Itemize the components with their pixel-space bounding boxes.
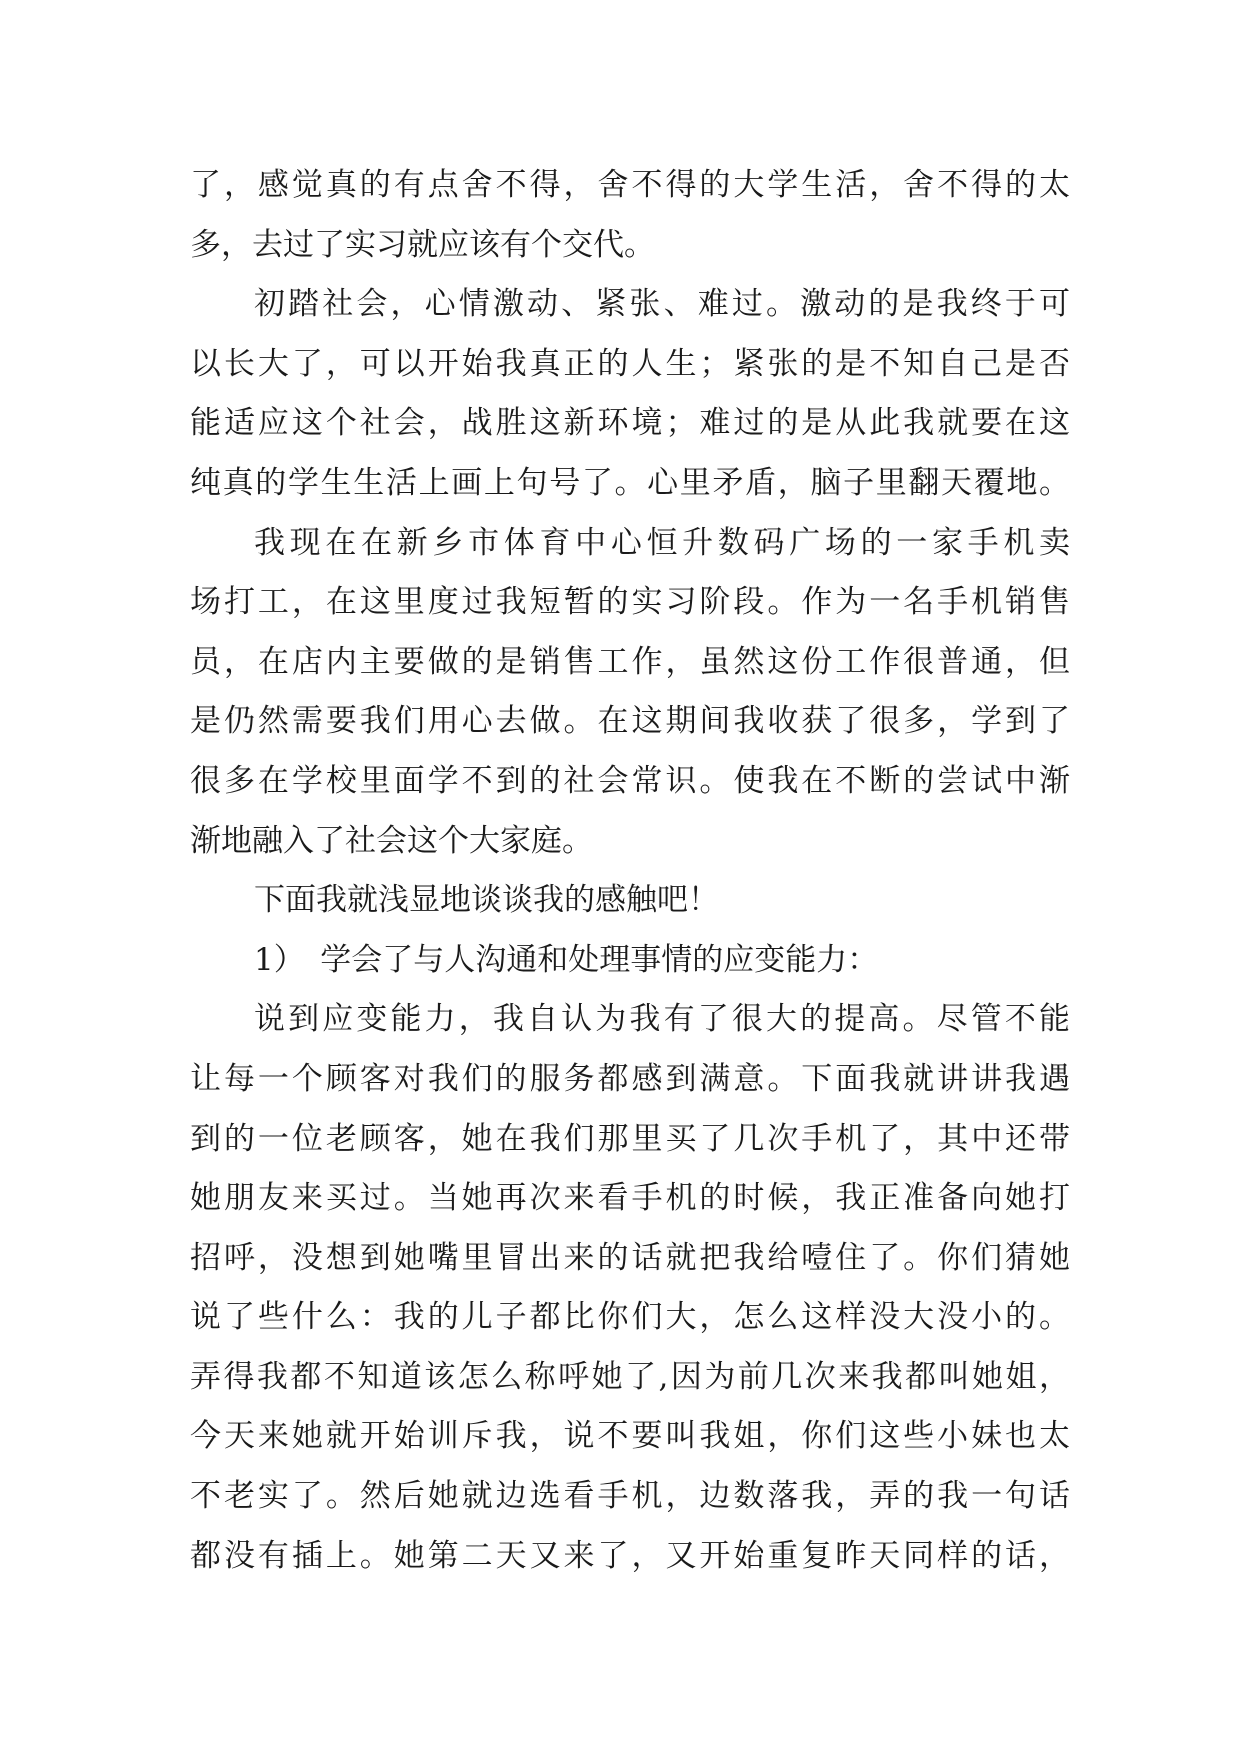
text-line: 不老实了。然后她就边选看手机，边数落我，弄的我一句话: [190, 1478, 1070, 1515]
body-text: [190, 156, 1070, 1586]
text-line: 下面我就浅显地谈谈我的感触吧！: [254, 882, 719, 919]
text-line: 让每一个顾客对我们的服务都感到满意。下面我就讲讲我遇: [190, 1060, 1070, 1097]
text-line: 招呼，没想到她嘴里冒出来的话就把我给噎住了。你们猜她: [190, 1239, 1070, 1276]
text-line: 到的一位老顾客，她在我们那里买了几次手机了，其中还带: [190, 1120, 1070, 1157]
text-line: 员，在店内主要做的是销售工作，虽然这份工作很普通，但: [190, 643, 1070, 680]
text-line: 今天来她就开始训斥我，说不要叫我姐，你们这些小妹也太: [190, 1418, 1070, 1455]
text-line: 我现在在新乡市体育中心恒升数码广场的一家手机卖: [254, 524, 1070, 561]
text-line: 了，感觉真的有点舍不得，舍不得的大学生活，舍不得的太: [190, 167, 1070, 203]
text-line: 弄得我都不知道该怎么称呼她了,因为前几次来我都叫她姐，: [190, 1358, 1070, 1395]
text-line: 说到应变能力，我自认为我有了很大的提高。尽管不能: [254, 1001, 1070, 1038]
text-line: 她朋友来买过。当她再次来看手机的时候，我正准备向她打: [190, 1180, 1070, 1217]
text-line: 场打工，在这里度过我短暂的实习阶段。作为一名手机销售: [190, 584, 1070, 621]
text-line: 是仍然需要我们用心去做。在这期间我收获了很多，学到了: [190, 703, 1070, 740]
text-line: 说了些什么：我的儿子都比你们大，怎么这样没大没小的。: [190, 1299, 1070, 1336]
text-line: 以长大了，可以开始我真正的人生；紧张的是不知自己是否: [190, 345, 1070, 382]
text-line: 能适应这个社会，战胜这新环境；难过的是从此我就要在这: [190, 405, 1070, 442]
text-line: 初踏社会，心情激动、紧张、难过。激动的是我终于可: [254, 286, 1070, 323]
text-line: 多，去过了实习就应该有个交代。: [190, 226, 655, 263]
text-line: 渐地融入了社会这个大家庭。: [190, 822, 593, 859]
text-line: 很多在学校里面学不到的社会常识。使我在不断的尝试中渐: [190, 762, 1070, 799]
text-line: 都没有插上。她第二天又来了，又开始重复昨天同样的话，: [190, 1537, 1070, 1574]
text-line: 纯真的学生生活上画上句号了。心里矛盾，脑子里翻天覆地。: [190, 464, 1070, 501]
text-line: 1） 学会了与人沟通和处理事情的应变能力：: [254, 941, 879, 978]
